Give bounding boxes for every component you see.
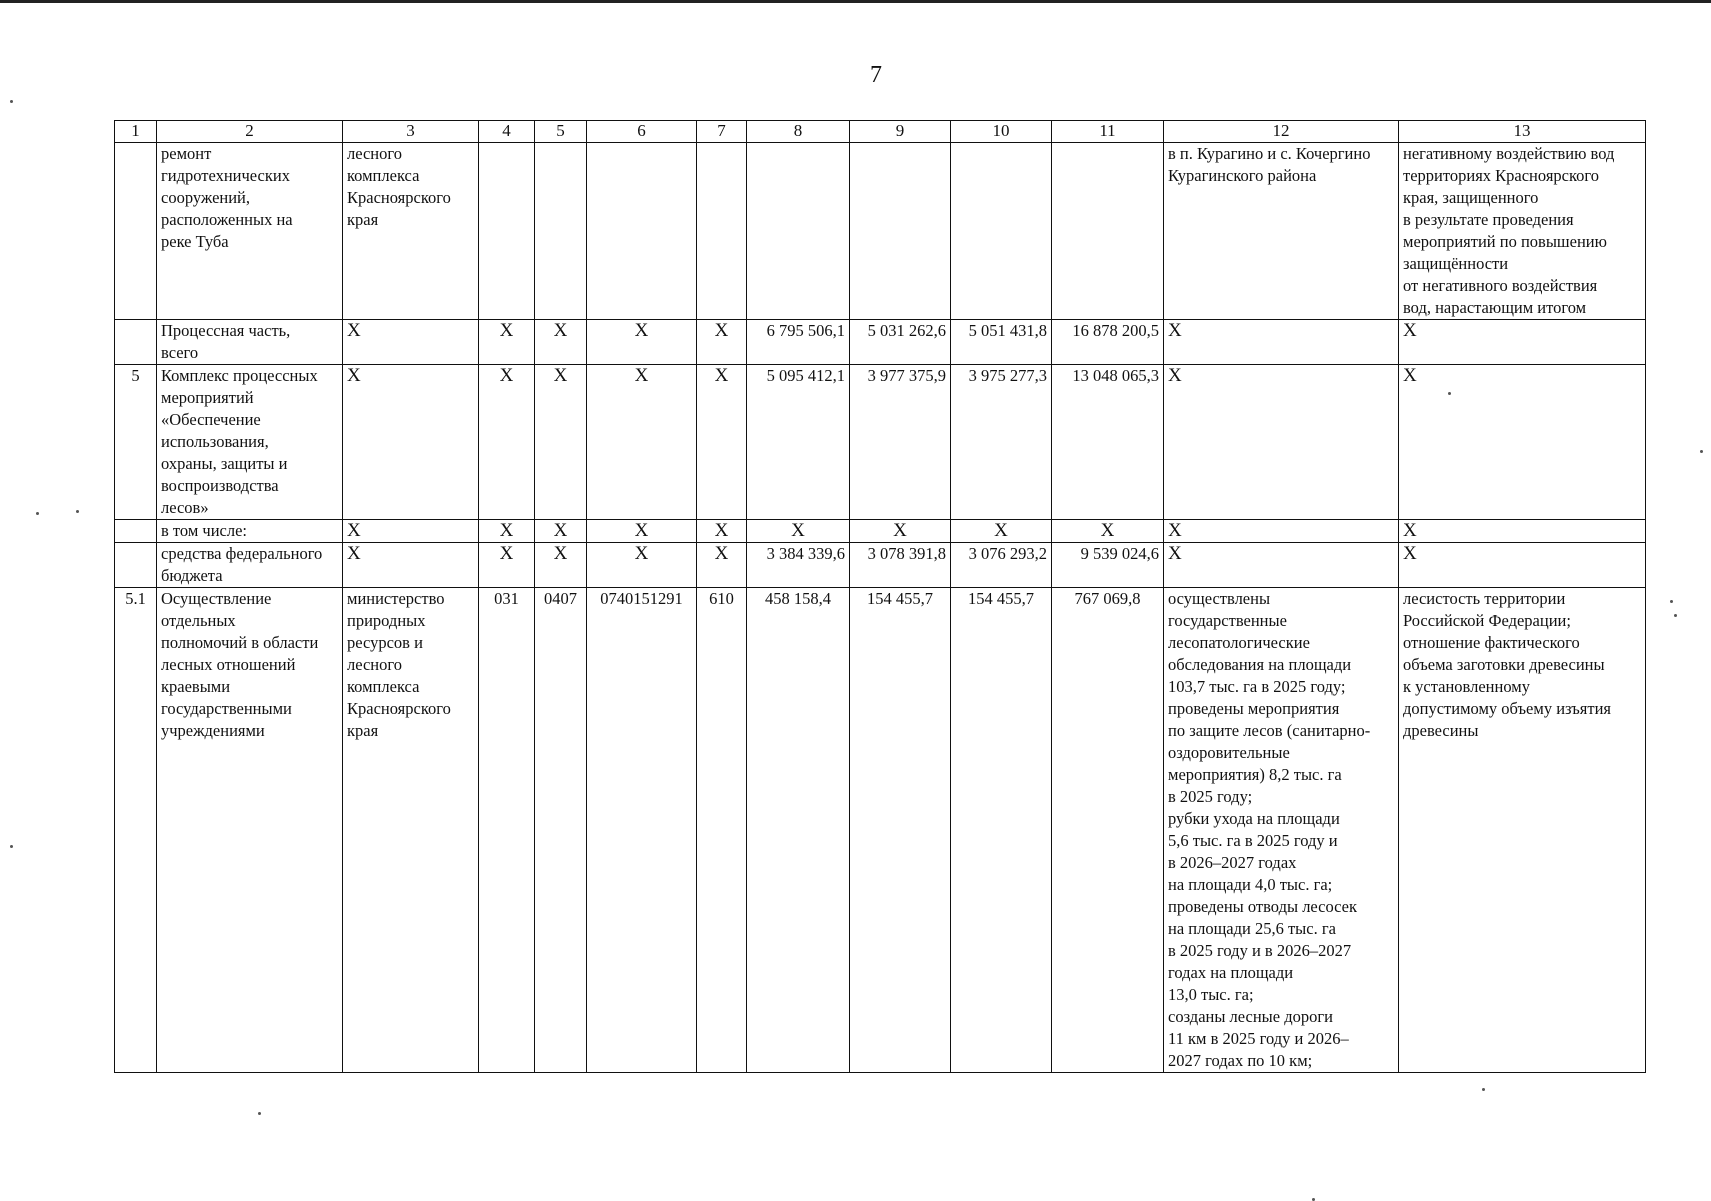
cell-empty <box>587 143 697 320</box>
cell-amount-2026: 5 031 262,6 <box>850 320 951 365</box>
cell-result: X <box>1164 520 1399 543</box>
cell-result: в п. Курагино и с. Кочергино Курагинского района <box>1164 143 1399 320</box>
header-cell: 2 <box>157 121 343 143</box>
table-row-including <box>115 520 1646 543</box>
cell-amount-2025: 5 095 412,1 <box>747 365 850 520</box>
header-cell: 8 <box>747 121 850 143</box>
scan-speck <box>1700 450 1703 453</box>
header-cell: 12 <box>1164 121 1399 143</box>
cell-amount-total: 16 878 200,5 <box>1052 320 1164 365</box>
cell-amount-total: 9 539 024,6 <box>1052 543 1164 588</box>
cell-amount-2027: 3 076 293,2 <box>951 543 1052 588</box>
header-cell: 1 <box>115 121 157 143</box>
cell-col7: X <box>697 543 747 588</box>
cell-result: осуществлены государственные лесопатологические обследования на площади 103,7 тыс. га в 2025 году; проведены мероприятия по защите лесов (санитарно- оздоровительные мероприятия) 8,2 тыс. га в 2025 году; рубки ухода на площади 5,6 тыс. га в 2025 году и в 2026–2027 годах на площади 4,0 тыс. га; проведены отводы лесосек на площади 25,6 тыс. га в 2025 году и в 2026–2027 годах на площади 13,0 тыс. га; созданы лесные дороги 11 км в 2025 году и 2026– 2027 годах по 10 км; <box>1164 588 1399 1073</box>
cell-empty <box>697 143 747 320</box>
cell-name: ремонт гидротехнических сооружений, расположенных на реке Туба <box>157 143 343 320</box>
cell-col7: X <box>697 365 747 520</box>
header-cell: 13 <box>1399 121 1646 143</box>
page-top-border <box>0 0 1711 3</box>
cell-indicator: X <box>1399 520 1646 543</box>
cell-ministry-code: 031 <box>479 588 535 1073</box>
table-row-federal-budget <box>115 543 1646 588</box>
scan-speck <box>36 512 39 515</box>
cell-col3: X <box>343 320 479 365</box>
header-cell: 10 <box>951 121 1052 143</box>
cell-indicator: лесистость территории Российской Федерации; отношение фактического объема заготовки древесины к установленному допустимому объему изъятия древесины <box>1399 588 1646 1073</box>
header-cell: 4 <box>479 121 535 143</box>
cell-col3: X <box>343 365 479 520</box>
cell-num <box>115 520 157 543</box>
header-cell: 11 <box>1052 121 1164 143</box>
cell-col6: X <box>587 320 697 365</box>
cell-name: в том числе: <box>157 520 343 543</box>
header-cell: 3 <box>343 121 479 143</box>
cell-amount-2025: 458 158,4 <box>747 588 850 1073</box>
cell-amount-2027: 3 975 277,3 <box>951 365 1052 520</box>
header-cell: 9 <box>850 121 951 143</box>
program-table <box>114 120 1646 1073</box>
cell-col5: X <box>535 365 587 520</box>
cell-amount-total: 767 069,8 <box>1052 588 1164 1073</box>
cell-department: лесного комплекса Красноярского края <box>343 143 479 320</box>
cell-num <box>115 320 157 365</box>
cell-empty <box>479 143 535 320</box>
cell-empty <box>1052 143 1164 320</box>
table-row-5-1 <box>115 588 1646 1073</box>
scan-speck <box>1674 614 1677 617</box>
cell-empty <box>747 143 850 320</box>
header-row <box>115 121 1646 143</box>
scan-speck <box>1482 1088 1485 1091</box>
cell-amount-2026: X <box>850 520 951 543</box>
cell-num: 5.1 <box>115 588 157 1073</box>
cell-expense-type: 610 <box>697 588 747 1073</box>
scan-speck <box>258 1112 261 1115</box>
cell-amount-2026: 3 078 391,8 <box>850 543 951 588</box>
cell-name: Осуществление отдельных полномочий в области лесных отношений краевыми государственными учреждениями <box>157 588 343 1073</box>
cell-col4: X <box>479 543 535 588</box>
scan-speck <box>1448 392 1451 395</box>
cell-department: министерство природных ресурсов и лесного комплекса Красноярского края <box>343 588 479 1073</box>
cell-col5: X <box>535 543 587 588</box>
cell-amount-2025: 3 384 339,6 <box>747 543 850 588</box>
cell-amount-2026: 154 455,7 <box>850 588 951 1073</box>
header-cell: 7 <box>697 121 747 143</box>
cell-result: X <box>1164 543 1399 588</box>
header-cell: 5 <box>535 121 587 143</box>
cell-amount-2026: 3 977 375,9 <box>850 365 951 520</box>
cell-amount-2027: 154 455,7 <box>951 588 1052 1073</box>
table-row-complex-5 <box>115 365 1646 520</box>
cell-empty <box>850 143 951 320</box>
cell-col6: X <box>587 543 697 588</box>
cell-num <box>115 143 157 320</box>
table-row-hydro-repair <box>115 143 1646 320</box>
cell-target-code: 0740151291 <box>587 588 697 1073</box>
cell-num <box>115 543 157 588</box>
cell-amount-2025: 6 795 506,1 <box>747 320 850 365</box>
cell-col6: X <box>587 365 697 520</box>
cell-col4: X <box>479 320 535 365</box>
cell-col7: X <box>697 320 747 365</box>
cell-col3: X <box>343 520 479 543</box>
cell-indicator: X <box>1399 320 1646 365</box>
cell-indicator: негативному воздействию вод территориях Красноярского края, защищенного в результате проведения мероприятий по повышению защищённости от негативного воздействия вод, нарастающим итогом <box>1399 143 1646 320</box>
cell-amount-2025: X <box>747 520 850 543</box>
cell-col5: X <box>535 320 587 365</box>
cell-amount-total: 13 048 065,3 <box>1052 365 1164 520</box>
cell-empty <box>535 143 587 320</box>
cell-amount-2027: 5 051 431,8 <box>951 320 1052 365</box>
cell-empty <box>951 143 1052 320</box>
cell-indicator: X <box>1399 365 1646 520</box>
scan-speck <box>76 510 79 513</box>
cell-result: X <box>1164 365 1399 520</box>
cell-section-code: 0407 <box>535 588 587 1073</box>
scan-speck <box>1670 600 1673 603</box>
cell-name: Комплекс процессных мероприятий «Обеспечение использования, охраны, защиты и воспроизводства лесов» <box>157 365 343 520</box>
scan-speck <box>10 845 13 848</box>
scan-speck <box>10 100 13 103</box>
cell-col4: X <box>479 365 535 520</box>
header-cell: 6 <box>587 121 697 143</box>
cell-col7: X <box>697 520 747 543</box>
cell-result: X <box>1164 320 1399 365</box>
table-row-process-total <box>115 320 1646 365</box>
cell-amount-total: X <box>1052 520 1164 543</box>
cell-name: средства федерального бюджета <box>157 543 343 588</box>
cell-amount-2027: X <box>951 520 1052 543</box>
cell-col3: X <box>343 543 479 588</box>
page-number: 7 <box>870 62 882 88</box>
cell-indicator: X <box>1399 543 1646 588</box>
cell-col4: X <box>479 520 535 543</box>
cell-name: Процессная часть, всего <box>157 320 343 365</box>
cell-col6: X <box>587 520 697 543</box>
cell-num: 5 <box>115 365 157 520</box>
cell-col5: X <box>535 520 587 543</box>
